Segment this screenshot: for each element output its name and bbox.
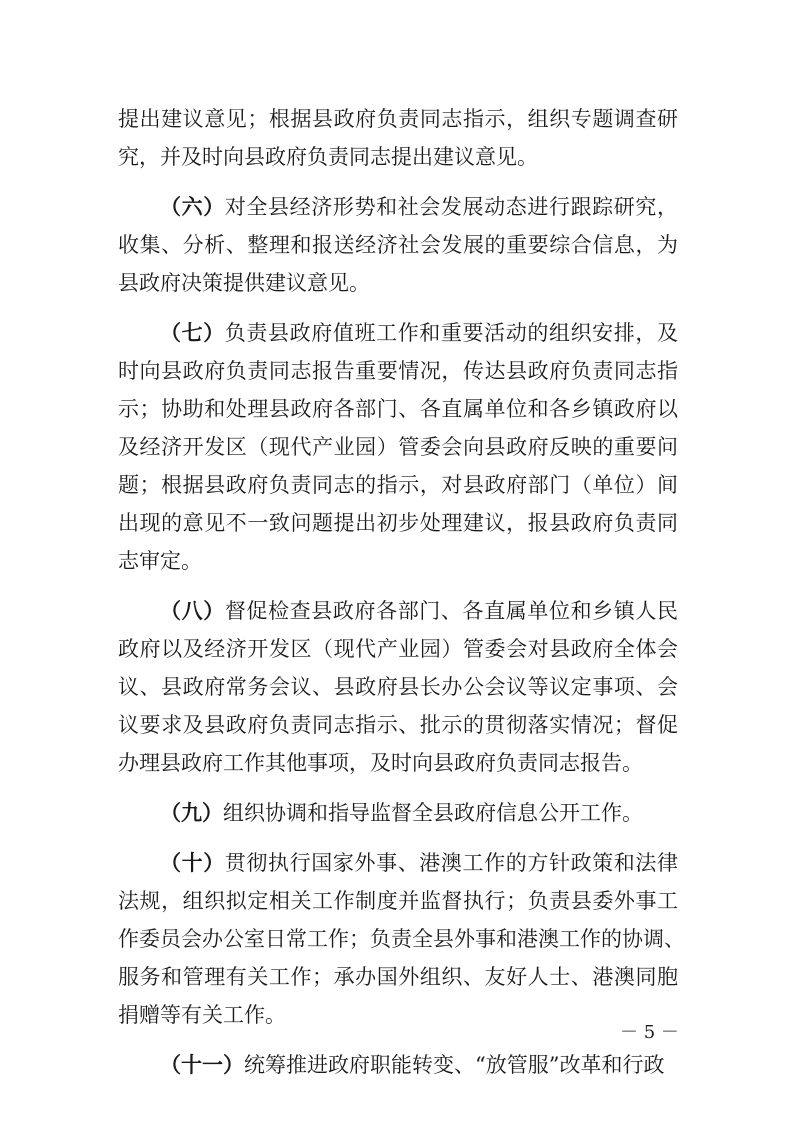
text-line: 法规，组织拟定相关工作制度并监督执行；负责县委外事工 — [118, 889, 678, 913]
text-line: 县政府决策提供建议意见。 — [118, 271, 370, 295]
item-number: （八） — [160, 598, 225, 623]
paragraph-item-7 — [118, 314, 678, 580]
item-number: （六） — [160, 194, 225, 219]
text-line: 议要求及县政府负责同志指示、批示的贯彻落实情况；督促 — [118, 713, 678, 737]
text-line: 提出建议意见；根据县政府负责同志指示，组织专题调查研 — [118, 107, 678, 131]
text-line: 出现的意见不一致问题提出初步处理建议，报县政府负责同 — [118, 511, 678, 535]
text-line: 时向县政府负责同志报告重要情况，传达县政府负责同志指 — [118, 359, 678, 383]
page-number: － 5 － — [620, 1022, 679, 1043]
item-number: （十一） — [160, 1052, 244, 1077]
paragraph-continuation — [118, 100, 678, 176]
text-line: 究，并及时向县政府负责同志提出建议意见。 — [118, 145, 538, 169]
paragraph-item-9 — [118, 794, 678, 832]
text-line: 志审定。 — [118, 549, 202, 573]
text-line: 作委员会办公室日常工作；负责全县外事和港澳工作的协调、 — [118, 927, 685, 951]
paragraph-item-10 — [118, 844, 685, 1034]
text-line: （八）督促检查县政府各部门、各直属单位和乡镇人民 — [160, 598, 679, 623]
text-line: （十）贯彻执行国家外事、港澳工作的方针政策和法律 — [160, 850, 679, 875]
text-line: 议、县政府常务会议、县政府县长办公会议等议定事项、会 — [118, 675, 678, 699]
text-line: 办理县政府工作其他事项，及时向县政府负责同志报告。 — [118, 751, 643, 775]
item-number: （十） — [160, 850, 225, 875]
text-line: （十一）统筹推进政府职能转变、“放管服”改革和行政 — [160, 1052, 665, 1077]
text-line: 政府以及经济开发区（现代产业园）管委会对县政府全体会 — [118, 637, 678, 661]
paragraph-item-8 — [118, 592, 678, 782]
text-line: 示；协助和处理县政府各部门、各直属单位和各乡镇政府以 — [118, 397, 678, 421]
text-line: （六）对全县经济形势和社会发展动态进行跟踪研究， — [160, 194, 679, 219]
paragraph-item-6 — [118, 188, 678, 302]
text-line: 捐赠等有关工作。 — [118, 1003, 286, 1027]
text-line: 服务和管理有关工作；承办国外组织、友好人士、港澳同胞 — [118, 965, 678, 989]
item-number: （九） — [160, 800, 223, 825]
paragraph-item-11 — [118, 1046, 678, 1084]
text-line: 题；根据县政府负责同志的指示，对县政府部门（单位）间 — [118, 473, 678, 497]
text-line: （九）组织协调和指导监督全县政府信息公开工作。 — [160, 800, 643, 825]
text-line: （七）负责县政府值班工作和重要活动的组织安排，及 — [160, 320, 679, 345]
text-line: 收集、分析、整理和报送经济社会发展的重要综合信息，为 — [118, 233, 678, 257]
item-number: （七） — [160, 320, 225, 345]
text-line: 及经济开发区（现代产业园）管委会向县政府反映的重要问 — [118, 435, 678, 459]
document-body — [118, 100, 685, 1084]
